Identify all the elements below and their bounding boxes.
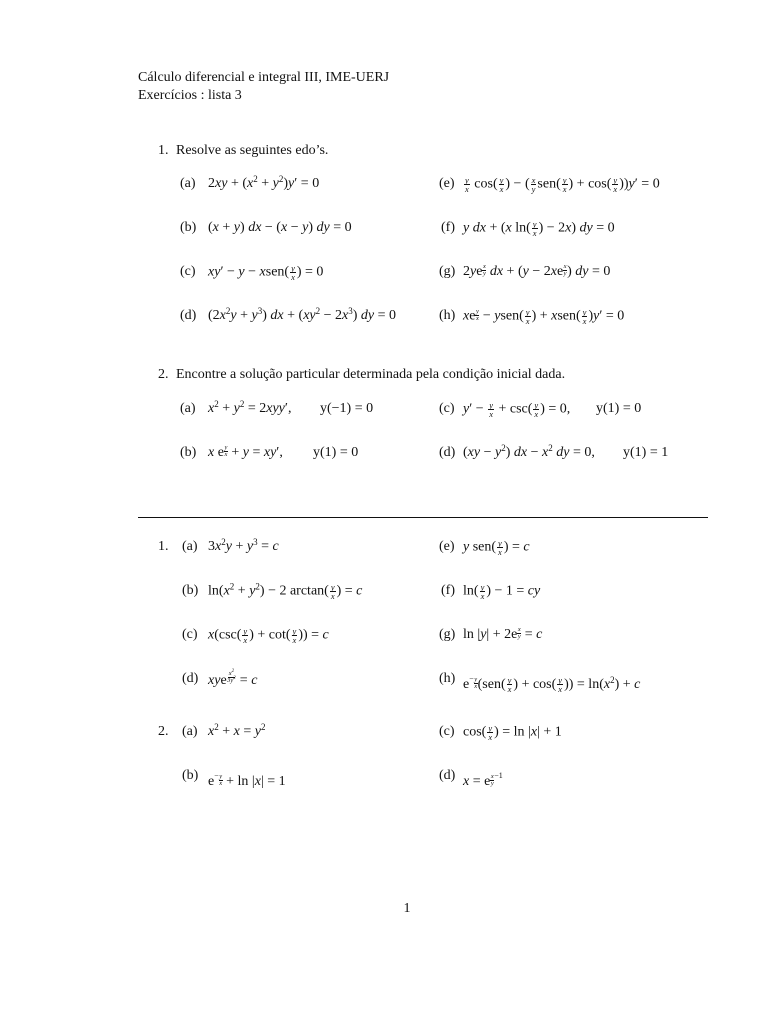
q2-condition-b: y(1) = 0 bbox=[313, 445, 359, 460]
q2-prompt: Encontre a solução particular determinada pela condição inicial dada. bbox=[176, 367, 566, 382]
a1-label-d: (d) bbox=[182, 671, 199, 686]
q1-label-d: (d) bbox=[180, 308, 197, 323]
q2-equation-a: $x^2 + y^2 = 2xyy'$, bbox=[208, 399, 292, 416]
q1-equation-a: $2xy + (x^2 + y^2)y' = 0$ bbox=[208, 174, 320, 191]
a1-label-e: (e) bbox=[439, 539, 455, 554]
q1-number: 1. bbox=[158, 143, 169, 158]
a1-answer-c: x(csc( $\frac{y}{x}$ ) + cot( $\frac{y}{x}$ )) = c bbox=[208, 626, 329, 645]
q2-condition-c: y(1) = 0 bbox=[596, 401, 642, 416]
q1-label-h: (h) bbox=[439, 308, 456, 323]
q1-prompt: Resolve as seguintes edo’s. bbox=[176, 143, 329, 158]
a2-answer-c: cos( $\frac{y}{x}$ ) = ln |x| + 1 bbox=[463, 723, 562, 742]
q2-equation-b: x e $\frac{y}{x}$ + y = xy′, bbox=[208, 444, 283, 460]
a1-answer-g: ln |y| + 2e $\frac{x}{y}$ = c bbox=[463, 626, 543, 642]
q1-label-c: (c) bbox=[180, 264, 196, 279]
a2-label-b: (b) bbox=[182, 768, 199, 783]
q2-condition-d: y(1) = 1 bbox=[623, 445, 669, 460]
q2-number: 2. bbox=[158, 367, 169, 382]
a1-answer-b: $\ln(x^2 + y^2) - 2$ arctan( $\frac{y}{x}$ ) = c bbox=[208, 581, 363, 601]
q2-equation-d: $(xy - y^2)$ dx − $x^2$ dy = 0, bbox=[463, 443, 595, 460]
a1-label-h: (h) bbox=[439, 671, 456, 686]
a1-label-f: (f) bbox=[441, 583, 455, 598]
q2-equation-c: y′ − $\frac{y}{x}$ + csc( $\frac{y}{x}$ ) = 0, bbox=[463, 400, 571, 419]
a1-answer-e: y sen( $\frac{y}{x}$ ) = c bbox=[463, 538, 530, 557]
a2-answer-b: e− $\frac{y}{x}$ + ln |x| = 1 bbox=[208, 771, 286, 789]
q2-label-d: (d) bbox=[439, 445, 456, 460]
a1-label-c: (c) bbox=[182, 627, 198, 642]
answers-divider bbox=[138, 517, 708, 518]
page-number: 1 bbox=[403, 901, 411, 916]
a2-label-a: (a) bbox=[182, 724, 198, 739]
q1-equation-e: $\frac{y}{x}$ cos( $\frac{y}{x}$ ) − ( $\frac{x}{y}$ sen( $\frac{y}{x}$ ) + cos( $\frac{y}{x}$ ))y′ = 0 bbox=[465, 175, 660, 194]
q1-equation-g: 2ye $\frac{x}{y}$ dx + (y − 2xe $\frac{x}{y}$ ) dy = 0 bbox=[463, 263, 611, 279]
course-title: Cálculo diferencial e integral III, IME-UERJ bbox=[138, 70, 390, 85]
q2-label-a: (a) bbox=[180, 401, 196, 416]
q2-label-b: (b) bbox=[180, 445, 197, 460]
list-subtitle: Exercícios : lista 3 bbox=[138, 88, 242, 103]
a2-number: 2. bbox=[158, 724, 169, 739]
q1-equation-c: xy′ − y − xsen( $\frac{y}{x}$ ) = 0 bbox=[208, 263, 324, 282]
a2-answer-a: $x^2 + x = y^2$ bbox=[208, 722, 266, 739]
a1-label-a: (a) bbox=[182, 539, 198, 554]
q1-label-g: (g) bbox=[439, 264, 456, 279]
a1-answer-f: ln( $\frac{y}{x}$ ) − 1 = cy bbox=[463, 582, 541, 601]
q1-equation-f: y dx + (x ln( $\frac{y}{x}$ ) − 2x) dy = 0 bbox=[463, 219, 615, 238]
a1-answer-d: xye $\frac{x^2}{3y^2}$ = c bbox=[208, 669, 258, 688]
a2-label-c: (c) bbox=[439, 724, 455, 739]
q1-equation-d: $(2x^2y + y^3)$ dx + $(xy^2 - 2x^3)$ dy = 0 bbox=[208, 306, 397, 323]
q1-label-b: (b) bbox=[180, 220, 197, 235]
a2-label-d: (d) bbox=[439, 768, 456, 783]
q1-label-f: (f) bbox=[441, 220, 455, 235]
a2-answer-d: x = e $\frac{x}{y}$ $^{-1}$ bbox=[463, 771, 503, 789]
q1-label-a: (a) bbox=[180, 176, 196, 191]
a1-answer-a: $3x^2y + y^3 = c$ bbox=[208, 537, 279, 554]
q1-label-e: (e) bbox=[439, 176, 455, 191]
q2-condition-a: y(−1) = 0 bbox=[320, 401, 374, 416]
q2-label-c: (c) bbox=[439, 401, 455, 416]
q1-equation-b: (x + y) dx − (x − y) dy = 0 bbox=[208, 220, 352, 235]
q1-equation-h: xe $\frac{y}{x}$ − ysen( $\frac{y}{x}$ ) + xsen( $\frac{y}{x}$ )y′ = 0 bbox=[463, 307, 625, 326]
a1-label-g: (g) bbox=[439, 627, 456, 642]
a1-answer-h: e− $\frac{y}{x}$ (sen( $\frac{y}{x}$ ) + cos( $\frac{y}{x}$ )) = $\ln(x^2) + c$ bbox=[463, 674, 641, 695]
a1-label-b: (b) bbox=[182, 583, 199, 598]
a1-number: 1. bbox=[158, 539, 169, 554]
